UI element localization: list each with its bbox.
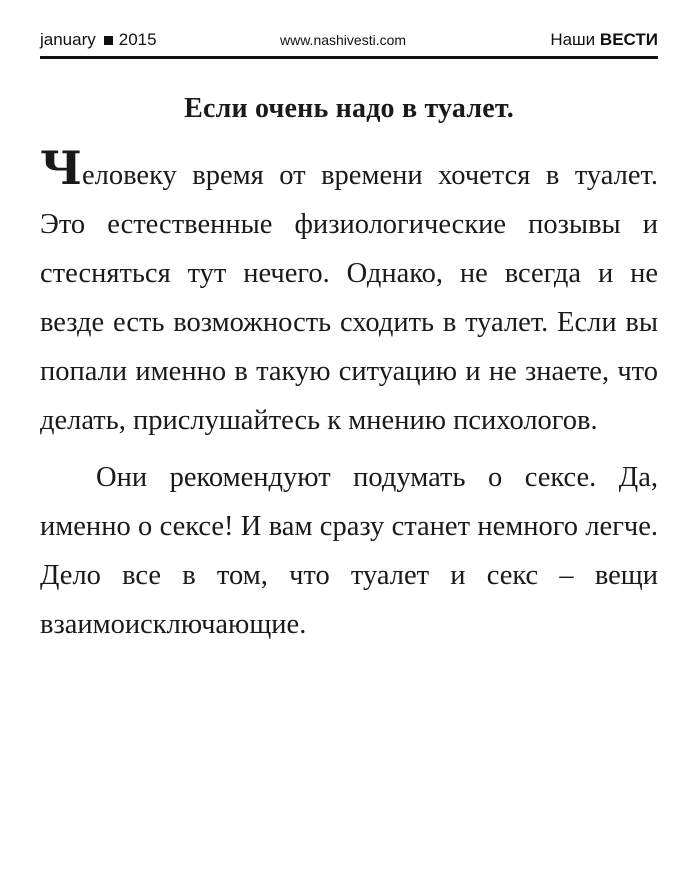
issue-month: january [40,30,96,49]
square-bullet-icon [104,36,113,45]
header-divider [40,56,658,59]
issue-date [40,30,157,50]
article-body [40,140,658,649]
website-url: www.nashivesti.com [280,32,407,48]
article-paragraph-2: Они рекомендуют подумать о сексе. Да, именно о сексе! И вам сразу станет немного легче. Дело все в том, что туалет и секс – вещи взаимоисключающие. [40,461,658,640]
publication-name [550,30,658,50]
paragraph-1-text: еловеку время от времени хочется в туалет. Это естественные физиологические позывы и стесняться тут нечего. Однако, не всегда и не везде есть возможность сходить в туалет. Если вы попали именно в такую ситуацию и не знаете, что делать, прислушайтесь к мнению психологов. [40,159,658,436]
article-title: Если очень надо в туалет. [184,93,514,124]
publication-name-strong: ВЕСТИ [599,30,658,49]
page-header [40,28,658,54]
publication-name-prefix: Наши [550,30,596,49]
article [40,92,658,649]
issue-year: 2015 [118,30,157,49]
article-paragraph-1 [40,140,658,445]
drop-cap: Ч [40,140,83,195]
